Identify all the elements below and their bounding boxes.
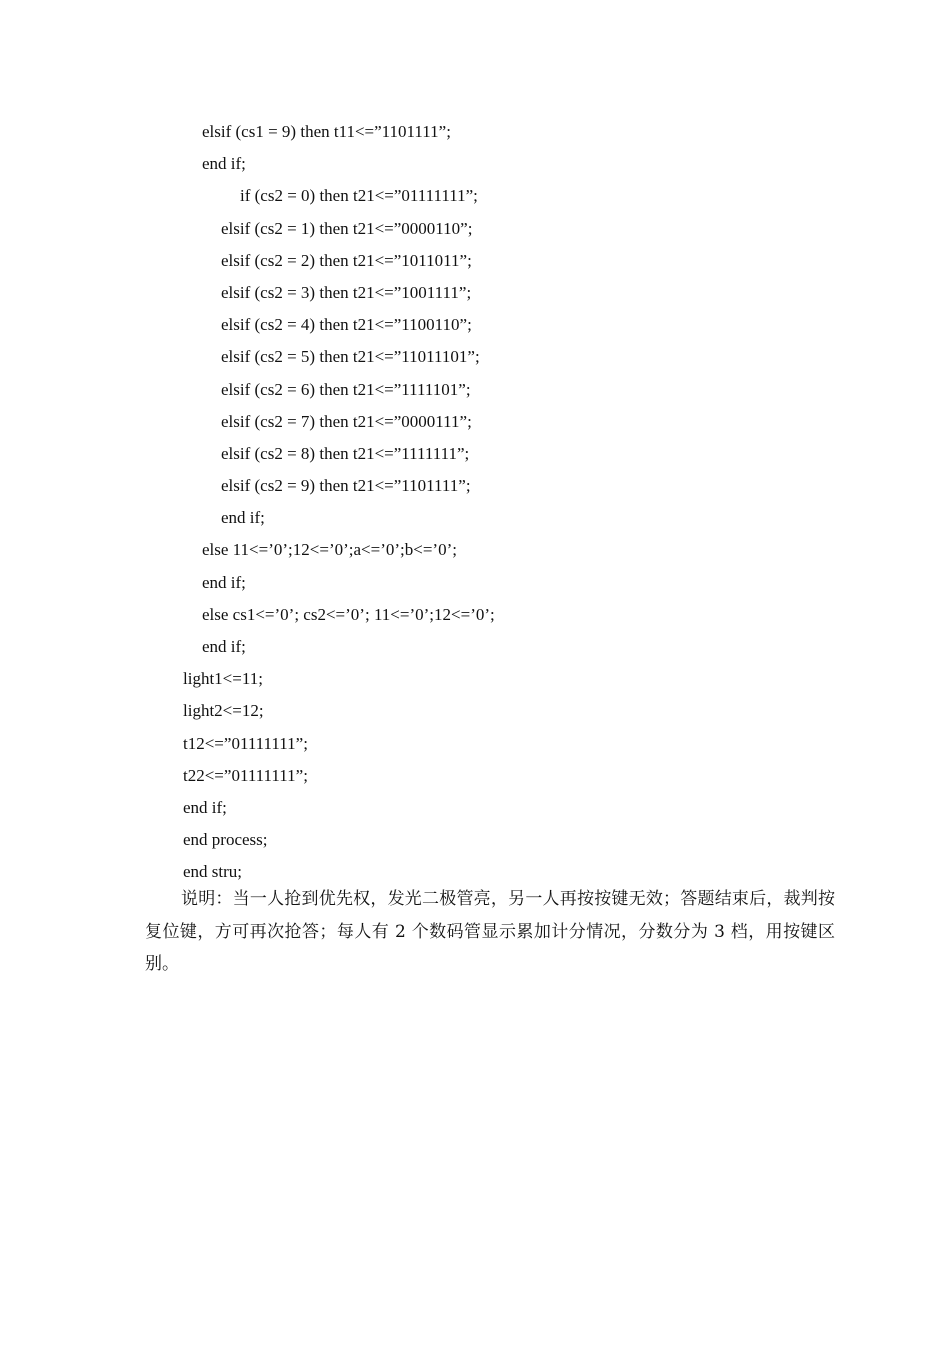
code-line: elsif (cs2 = 5) then t21<=”11011101”;	[221, 347, 480, 367]
code-line: elsif (cs1 = 9) then t11<=”1101111”;	[202, 122, 451, 141]
code-line: elsif (cs2 = 3) then t21<=”1001111”;	[221, 282, 472, 302]
code-line: end if;	[202, 154, 246, 174]
code-line: elsif (cs2 = 9) then t21<=”1101111”;	[221, 476, 471, 496]
code-line: else cs1<=’0’; cs2<=’0’; 11<=’0’;12<=’0’;	[202, 604, 495, 624]
code-line: light2<=12;	[183, 701, 264, 721]
code-line: end stru;	[183, 862, 243, 882]
code-line: t12<=”01111111”;	[183, 733, 308, 753]
code-line: elsif (cs2 = 7) then t21<=”0000111”;	[221, 411, 472, 431]
description-paragraph: 说明：当一人抢到优先权，发光二极管亮，另一人再按按键无效；答题结束后，裁判按复位键，方可再次抢答；每人有 2 个数码管显示累加计分情况，分数分为 3 档，用按键区别。	[145, 889, 835, 974]
code-line: end if;	[183, 797, 227, 817]
code-line: else 11<=’0’;12<=’0’;a<=’0’;b<=’0’;	[202, 540, 457, 560]
code-line: elsif (cs2 = 6) then t21<=”1111101”;	[221, 379, 471, 399]
code-line: elsif (cs2 = 1) then t21<=”0000110”;	[221, 218, 473, 238]
code-line: elsif (cs2 = 4) then t21<=”1100110”;	[221, 315, 472, 335]
vhdl-code-block	[0, 116, 952, 889]
code-line: t22<=”01111111”;	[183, 765, 308, 785]
code-line: if (cs2 = 0) then t21<=”01111111”;	[240, 186, 478, 206]
code-line: end if;	[221, 508, 265, 528]
code-line: end if;	[202, 572, 246, 592]
code-line: elsif (cs2 = 2) then t21<=”1011011”;	[221, 250, 472, 270]
code-line: end process;	[183, 830, 268, 850]
code-line: light1<=11;	[183, 669, 263, 689]
code-line: elsif (cs2 = 8) then t21<=”1111111”;	[221, 443, 470, 463]
code-line: end if;	[202, 637, 246, 656]
